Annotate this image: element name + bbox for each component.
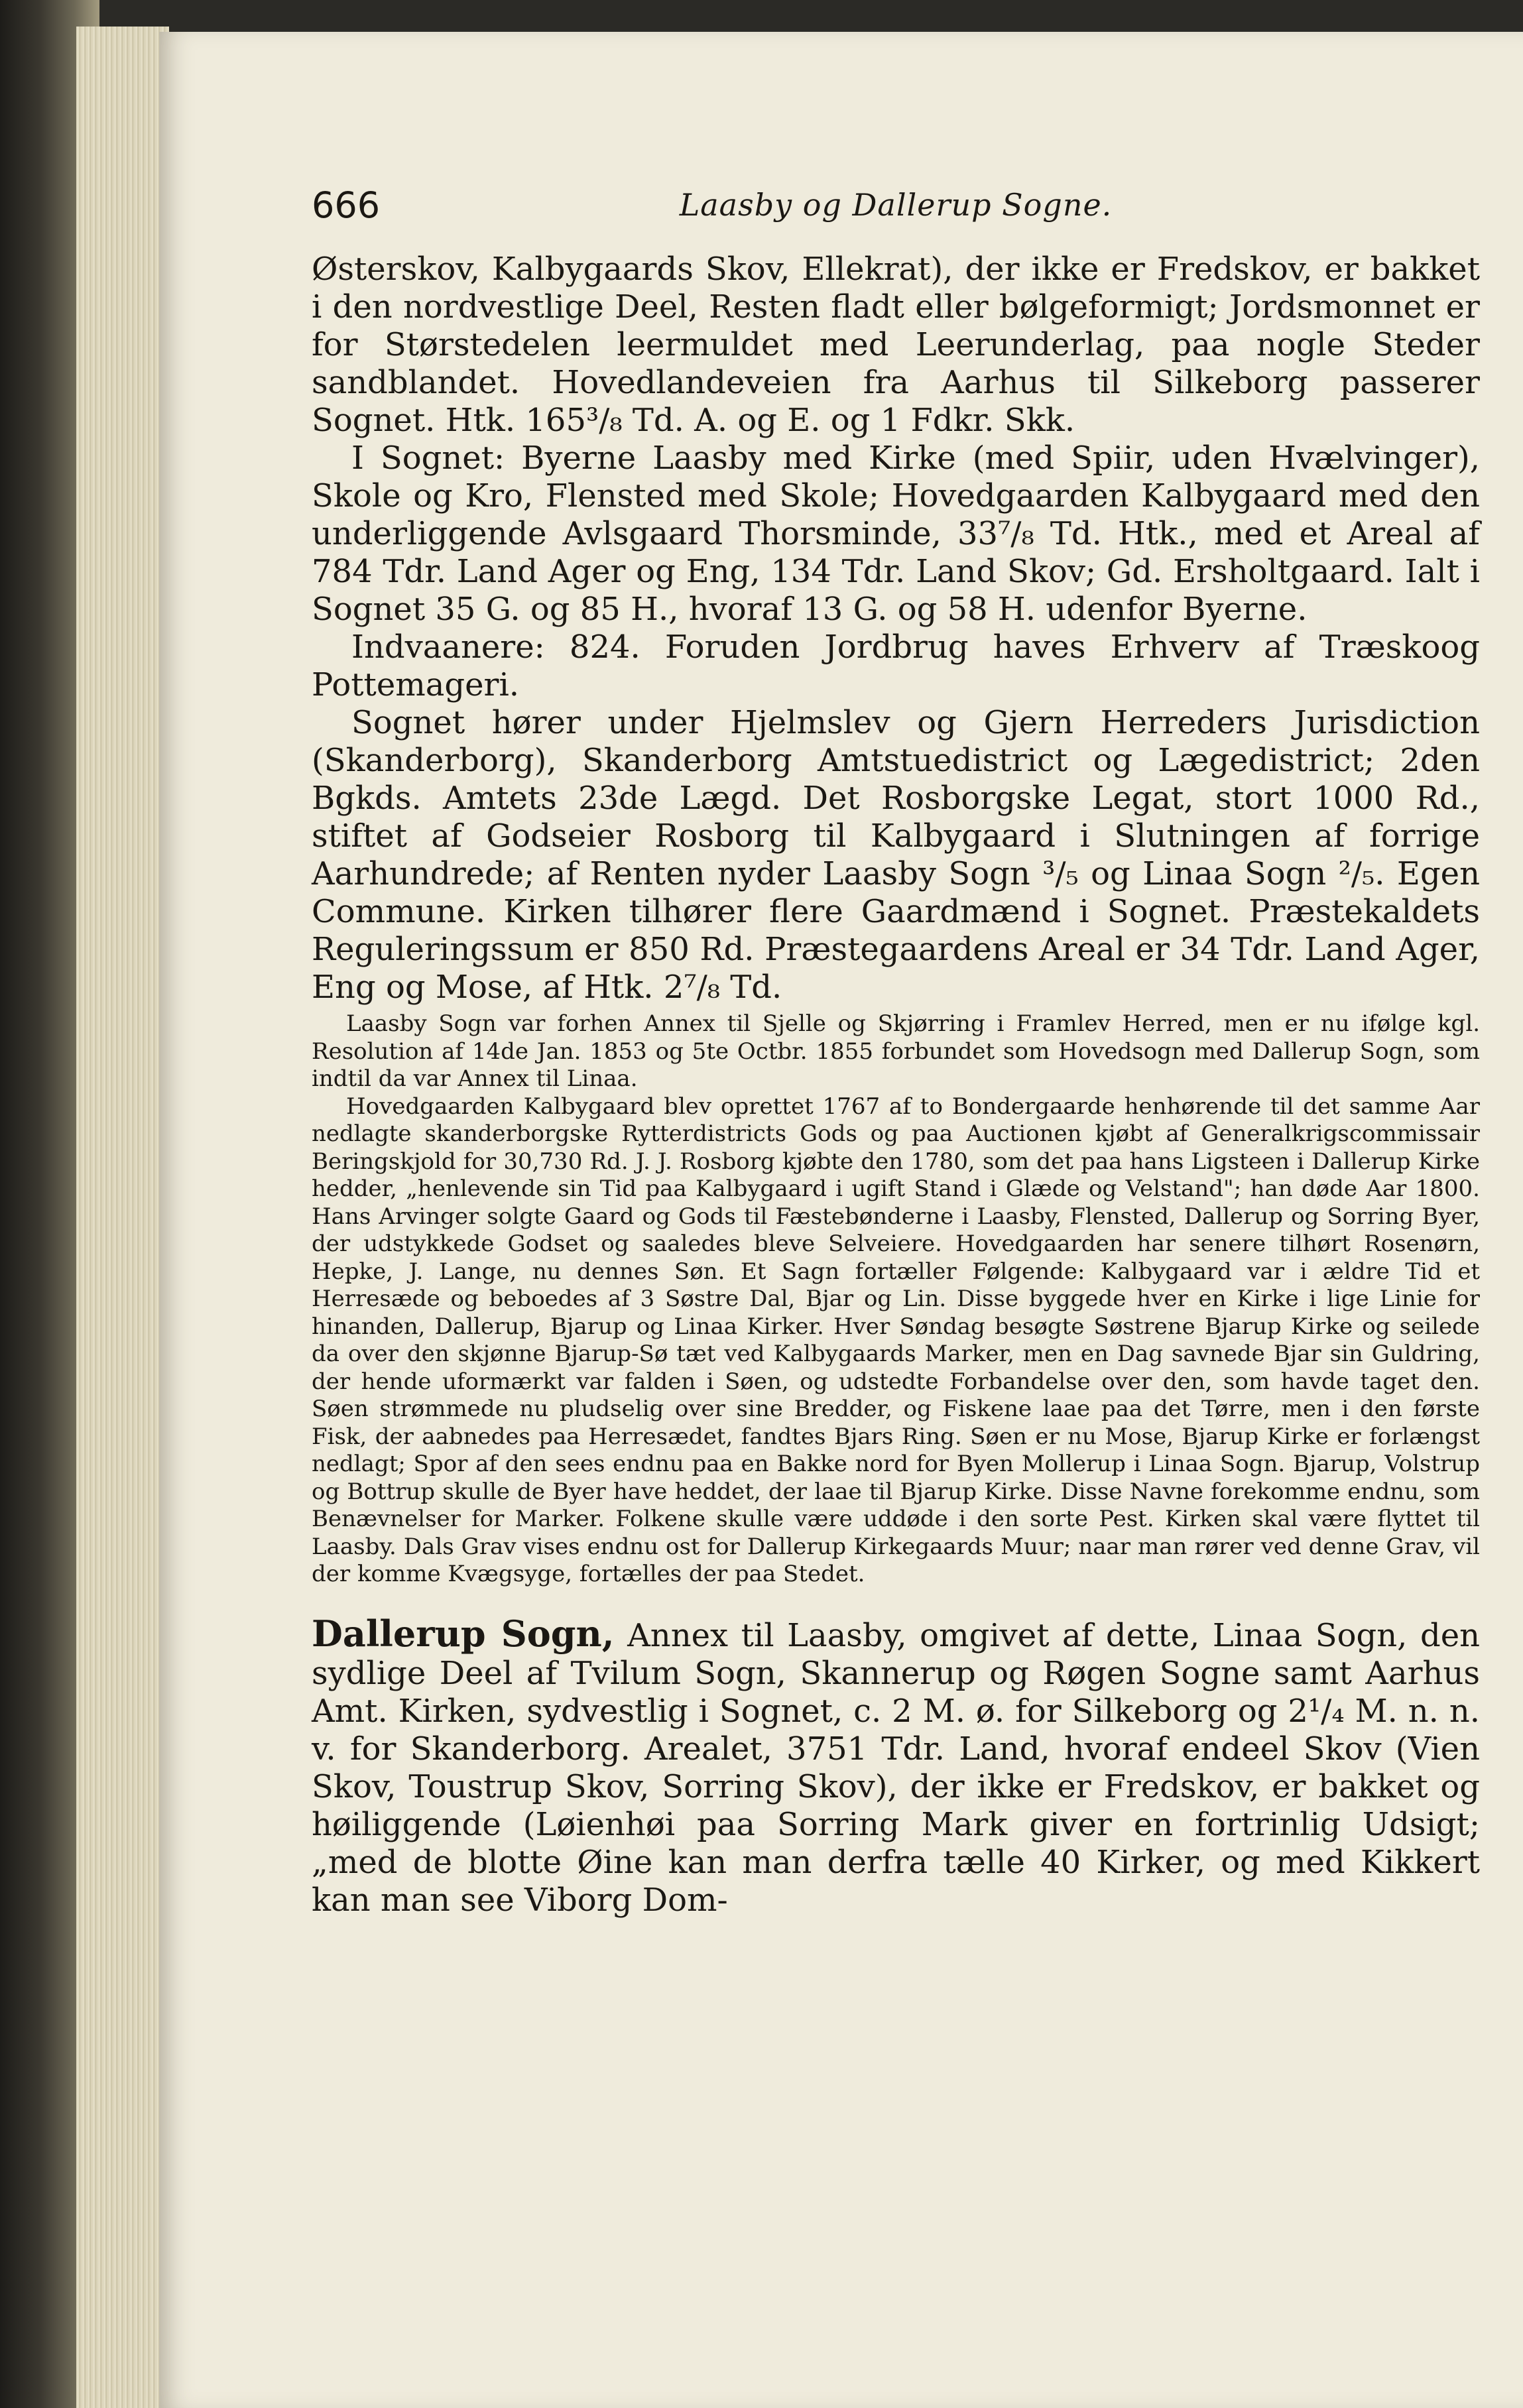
paragraph: I Sognet: Byerne Laasby med Kirke (med Spiir, uden Hvælvinger), Skole og Kro, Flensted med Skole; Hovedgaarden Kalbygaard med den underliggende Avlsgaard Thorsminde, 33⁷/₈ Td. Htk., med et Areal af 784 Tdr. Land Ager og Eng, 134 Tdr. Land Skov; Gd. Ersholtgaard. Ialt i Sognet 35 G. og 85 H., hvoraf 13 G. og 58 H. udenfor Byerne. <box>312 440 1480 628</box>
footnote-paragraph: Laasby Sogn var forhen Annex til Sjelle og Skjørring i Framlev Herred, men er nu ifølge kgl. Resolution af 14de Jan. 1853 og 5te Octbr. 1855 forbundet som Hovedsogn med Dallerup Sogn, som indtil da var Annex til Linaa. <box>312 1010 1480 1092</box>
dallerup-section <box>312 1612 1481 1919</box>
running-title: Laasby og Dallerup Sogne. <box>679 187 1113 223</box>
section-text: Annex til Laasby, omgivet af dette, Linaa Sogn, den sydlige Deel af Tvilum Sogn, Skannerup og Røgen Sogne samt Aarhus Amt. Kirken, sydvestlig i Sognet, c. 2 M. ø. for Silkeborg og 2¹/₄ M. n. n. v. for Skanderborg. Arealet, 3751 Tdr. Land, hvoraf endeel Skov (Vien Skov, Toustrup Skov, Sorring Skov), der ikke er Fredskov, er bakket og høiliggende (Løienhøi paa Sorring Mark giver en fortrinlig Udsigt; „med de blotte Øine kan man derfra tælle 40 Kirker, og med Kikkert kan man see Viborg Dom- <box>312 1616 1481 1919</box>
footnote-paragraph: Hovedgaarden Kalbygaard blev oprettet 1767 af to Bondergaarde henhørende til det samme Aar nedlagte skanderborgske Rytterdistricts Gods og paa Auctionen kjøbt af Generalkrigscommissair Beringskjold for 30,730 Rd. J. J. Rosborg kjøbte den 1780, som det paa hans Ligsteen i Dallerup Kirke hedder, „henlevende sin Tid paa Kalbygaard i ugift Stand i Glæde og Velstand"; han døde Aar 1800. Hans Arvinger solgte Gaard og Gods til Fæstebønderne i Laasby, Flensted, Dallerup og Sorring Byer, der udstykkede Godset og saaledes bleve Selveiere. Hovedgaarden har senere tilhørt Rosenørn, Hepke, J. Lange, nu dennes Søn. Et Sagn fortæller Følgende: Kalbygaard var i ældre Tid et Herresæde og beboedes af 3 Søstre Dal, Bjar og Lin. Disse byggede hver en Kirke i lige Linie for hinanden, Dallerup, Bjarup og Linaa Kirker. Hver Søndag besøgte Søstrene Bjarup Kirke og seilede da over den skjønne Bjarup-Sø tæt ved Kalbygaards Marker, men en Dag savnede Bjar sin Guldring, der hende uformærkt var falden i Søen, og udstedte Forbandelse over den, som havde taget den. Søen strømmede nu pludselig over sine Bredder, og Fiskene laae paa det Tørre, men i den første Fisk, der aabnedes paa Herresædet, fandtes Bjars Ring. Søen er nu Mose, Bjarup Kirke er forlængst nedlagt; Spor af den sees endnu paa en Bakke nord for Byen Mollerup i Linaa Sogn. Bjarup, Volstrup og Bottrup skulle de Byer have heddet, der laae til Bjarup Kirke. Disse Navne forekomme endnu, som Benævnelser for Marker. Folkene skulle være uddøde i den sorte Pest. Kirken skal være flyttet til Laasby. Dals Grav vises endnu ost for Dallerup Kirkegaards Muur; naar man rører ved denne Grav, vil der komme Kvægsyge, fortælles der paa Stedet. <box>312 1093 1480 1587</box>
page-content <box>312 184 1480 1919</box>
page-edges <box>76 27 169 2408</box>
paragraph: Sognet hører under Hjelmslev og Gjern Herreders Jurisdiction (Skanderborg), Skanderborg Amtstuedistrict og Lægedistrict; 2den Bgkds. Amtets 23de Lægd. Det Rosborgske Legat, stort 1000 Rd., stiftet af Godseier Rosborg til Kalbygaard i Slutningen af forrige Aarhundrede; af Renten nyder Laasby Sogn ³/₅ og Linaa Sogn ²/₅. Egen Commune. Kirken tilhører flere Gaardmænd i Sognet. Præstekaldets Reguleringssum er 850 Rd. Præstegaardens Areal er 34 Tdr. Land Ager, Eng og Mose, af Htk. 2⁷/₈ Td. <box>312 704 1480 1006</box>
main-text <box>312 251 1480 1006</box>
page-number: 666 <box>312 184 381 226</box>
section-title: Dallerup Sogn, <box>312 1612 615 1655</box>
page-header <box>312 184 1480 237</box>
footnotes <box>312 1010 1480 1589</box>
paragraph: Østerskov, Kalbygaards Skov, Ellekrat), der ikke er Fredskov, er bakket i den nordvestlige Deel, Resten fladt eller bølgeformigt; Jordsmonnet er for Størstedelen leermuldet med Leerunderlag, paa nogle Steder sandblandet. Hovedlandeveien fra Aarhus til Silkeborg passerer Sognet. Htk. 165³/₈ Td. A. og E. og 1 Fdkr. Skk. <box>312 251 1480 439</box>
paragraph: Indvaanere: 824. Foruden Jordbrug haves Erhverv af Træskoog Pottemageri. <box>312 629 1480 703</box>
book-page <box>159 32 1523 2408</box>
